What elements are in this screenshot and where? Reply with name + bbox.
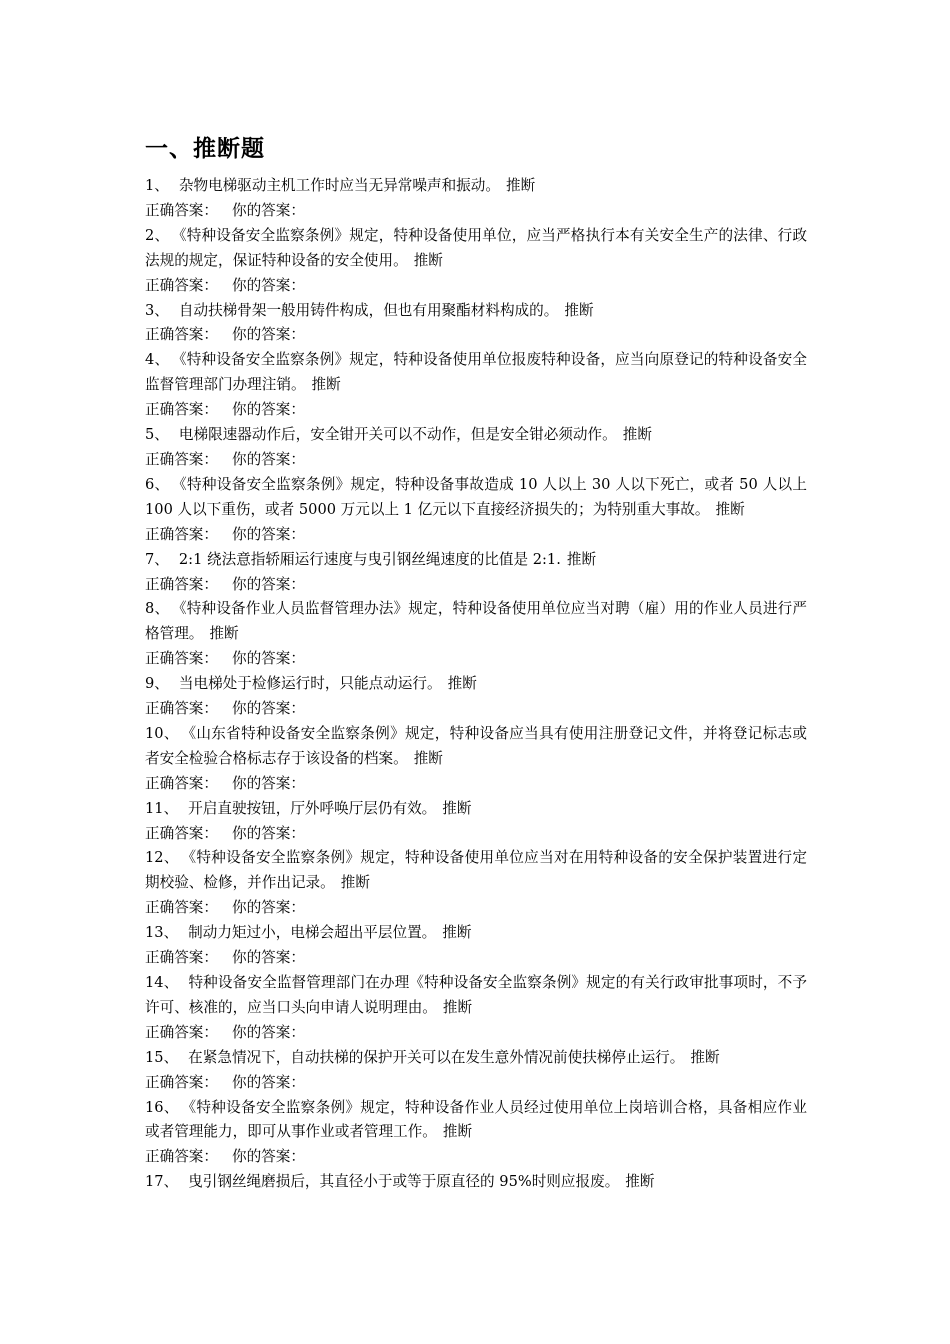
question-number: 12、 (145, 849, 179, 867)
question-item (145, 299, 807, 349)
your-answer-label: 你的答案： (231, 899, 305, 917)
question-text: 《特种设备安全监察条例》规定，特种设备事故造成 10 人以上 30 人以下死亡，或者 50 人以上 100 人以下重伤，或者 5000 万元以上 1 亿元以下直接经济损失的；为特别重大事故。 (145, 475, 807, 518)
question-text-line (145, 1096, 807, 1146)
question-item (145, 224, 807, 299)
answer-line (145, 1071, 807, 1096)
answer-line (145, 573, 807, 598)
question-type-tag: 推断 (447, 675, 477, 693)
question-type-tag: 推断 (442, 998, 473, 1016)
answer-line (145, 523, 807, 548)
question-number: 13、 (145, 924, 179, 942)
your-answer-label: 你的答案： (231, 201, 305, 219)
question-text: 《山东省特种设备安全监察条例》规定，特种设备应当具有使用注册登记文件，并将登记标志或者安全检验合格标志存于该设备的档案。 (145, 724, 807, 767)
question-text: 当电梯处于检修运行时，只能点动运行。 (178, 675, 442, 693)
your-answer-label: 你的答案： (231, 326, 305, 344)
question-item (145, 921, 807, 971)
answer-line (145, 199, 807, 224)
your-answer-label: 你的答案： (231, 650, 305, 668)
answer-line (145, 1145, 807, 1170)
correct-answer-label: 正确答案： (145, 1073, 218, 1091)
question-number: 15、 (145, 1048, 179, 1066)
answer-line (145, 1021, 807, 1046)
question-type-tag: 推断 (505, 177, 536, 194)
question-type-tag: 推断 (715, 500, 745, 518)
question-item (145, 722, 807, 797)
question-number: 2、 (145, 226, 170, 244)
question-type-tag: 推断 (209, 625, 239, 643)
question-type-tag: 推断 (564, 301, 594, 319)
question-item (145, 597, 807, 672)
correct-answer-label: 正确答案： (145, 1023, 218, 1041)
correct-answer-label: 正确答案： (145, 201, 218, 219)
question-text: 电梯限速器动作后，安全钳开关可以不动作，但是安全钳必须动作。 (178, 426, 617, 444)
question-type-tag: 推断 (413, 251, 443, 269)
question-text-line (145, 224, 807, 274)
question-list (145, 174, 807, 1195)
your-answer-label: 你的答案： (231, 450, 305, 468)
answer-line (145, 448, 807, 473)
answer-line (145, 896, 807, 921)
answer-line (145, 323, 807, 348)
your-answer-label: 你的答案： (231, 949, 305, 967)
correct-answer-label: 正确答案： (145, 326, 218, 344)
question-text-line (145, 597, 807, 647)
question-number: 14、 (145, 974, 179, 991)
question-type-tag: 推断 (413, 749, 443, 767)
question-text-line (145, 348, 807, 398)
question-number: 10、 (145, 724, 179, 742)
your-answer-label: 你的答案： (231, 1073, 305, 1091)
your-answer-label: 你的答案： (231, 1023, 305, 1041)
question-text-line (145, 797, 807, 822)
answer-line (145, 822, 807, 847)
question-text-line (145, 672, 807, 697)
question-text: 《特种设备作业人员监督管理办法》规定，特种设备使用单位应当对聘（雇）用的作业人员进行严格管理。 (145, 600, 807, 643)
question-text-line (145, 299, 807, 324)
correct-answer-label: 正确答案： (145, 575, 218, 593)
your-answer-label: 你的答案： (231, 700, 305, 718)
correct-answer-label: 正确答案： (145, 525, 218, 543)
your-answer-label: 你的答案： (231, 525, 305, 543)
question-item (145, 174, 807, 224)
section-title: 一、推断题 (145, 136, 265, 162)
question-item (145, 846, 807, 921)
question-text-line (145, 548, 807, 573)
question-text: 在紧急情况下，自动扶梯的保护开关可以在发生意外情况前使扶梯停止运行。 (188, 1048, 685, 1066)
question-text: 《特种设备安全监察条例》规定，特种设备使用单位应当对在用特种设备的安全保护装置进行定期校验、检修，并作出记录。 (145, 849, 807, 892)
correct-answer-label: 正确答案： (145, 276, 218, 294)
question-type-tag: 推断 (625, 1173, 655, 1191)
correct-answer-label: 正确答案： (145, 650, 218, 668)
question-number: 7、 (145, 550, 169, 568)
correct-answer-label: 正确答案： (145, 401, 218, 419)
question-text: 制动力矩过小，电梯会超出平层位置。 (188, 924, 437, 942)
question-text-line (145, 971, 807, 1021)
question-text: 开启直驶按钮，厅外呼唤厅层仍有效。 (188, 799, 437, 817)
question-item (145, 1170, 807, 1195)
answer-line (145, 697, 807, 722)
question-item (145, 548, 807, 598)
question-type-tag: 推断 (622, 426, 652, 444)
question-type-tag: 推断 (311, 376, 341, 394)
question-item (145, 1046, 807, 1096)
question-text: 《特种设备安全监察条例》规定，特种设备使用单位，应当严格执行本有关安全生产的法律、行政法规的规定，保证特种设备的安全使用。 (145, 226, 807, 269)
question-text-line (145, 423, 807, 448)
question-number: 17、 (145, 1173, 179, 1191)
question-text: 自动扶梯骨架一般用铸件构成，但也有用聚酯材料构成的。 (178, 301, 559, 319)
correct-answer-label: 正确答案： (145, 450, 218, 468)
question-type-tag: 推断 (442, 924, 472, 942)
your-answer-label: 你的答案： (231, 401, 305, 419)
question-text: 《特种设备安全监察条例》规定，特种设备使用单位报废特种设备，应当向原登记的特种设备安全监督管理部门办理注销。 (145, 351, 807, 394)
question-number: 8、 (145, 600, 170, 618)
answer-line (145, 398, 807, 423)
question-number: 1、 (145, 177, 169, 194)
question-item (145, 423, 807, 473)
question-number: 3、 (145, 301, 169, 319)
answer-line (145, 274, 807, 299)
answer-line (145, 946, 807, 971)
question-number: 5、 (145, 426, 169, 444)
question-item (145, 672, 807, 722)
question-type-tag: 推断 (442, 799, 472, 817)
question-type-tag: 推断 (690, 1048, 720, 1066)
correct-answer-label: 正确答案： (145, 774, 218, 792)
question-text-line (145, 722, 807, 772)
question-text-line (145, 174, 807, 199)
document-page (145, 132, 807, 1195)
question-text: 《特种设备安全监察条例》规定，特种设备作业人员经过使用单位上岗培训合格，具备相应作业或者管理能力，即可从事作业或者管理工作。 (145, 1098, 807, 1141)
your-answer-label: 你的答案： (231, 824, 305, 842)
question-number: 6、 (145, 475, 170, 493)
question-text-line (145, 473, 807, 523)
question-number: 16、 (145, 1098, 179, 1116)
correct-answer-label: 正确答案： (145, 899, 218, 917)
correct-answer-label: 正确答案： (145, 824, 218, 842)
answer-line (145, 647, 807, 672)
answer-line (145, 772, 807, 797)
question-text: 2:1 绕法意指轿厢运行速度与曳引钢丝绳速度的比值是 2:1. (178, 550, 561, 568)
question-text: 曳引钢丝绳磨损后，其直径小于或等于原直径的 95%时则应报废。 (188, 1173, 620, 1191)
your-answer-label: 你的答案： (231, 774, 305, 792)
question-text-line (145, 1046, 807, 1071)
question-type-tag: 推断 (340, 874, 370, 892)
your-answer-label: 你的答案： (231, 276, 305, 294)
question-item (145, 1096, 807, 1171)
question-text-line (145, 921, 807, 946)
question-text: 杂物电梯驱动主机工作时应当无异常噪声和振动。 (178, 177, 500, 194)
question-type-tag: 推断 (566, 550, 597, 568)
question-item (145, 797, 807, 847)
question-text: 特种设备安全监督管理部门在办理《特种设备安全监察条例》规定的有关行政审批事项时，不予许可、核准的，应当口头向申请人说明理由。 (145, 974, 807, 1016)
question-number: 9、 (145, 675, 169, 693)
your-answer-label: 你的答案： (231, 1148, 305, 1166)
correct-answer-label: 正确答案： (145, 949, 218, 967)
question-number: 4、 (145, 351, 170, 369)
correct-answer-label: 正确答案： (145, 700, 218, 718)
question-text-line (145, 846, 807, 896)
question-number: 11、 (145, 799, 179, 817)
your-answer-label: 你的答案： (231, 575, 305, 593)
question-type-tag: 推断 (442, 1123, 473, 1141)
question-item (145, 971, 807, 1046)
correct-answer-label: 正确答案： (145, 1148, 218, 1166)
question-item (145, 473, 807, 548)
question-text-line (145, 1170, 807, 1195)
question-item (145, 348, 807, 423)
